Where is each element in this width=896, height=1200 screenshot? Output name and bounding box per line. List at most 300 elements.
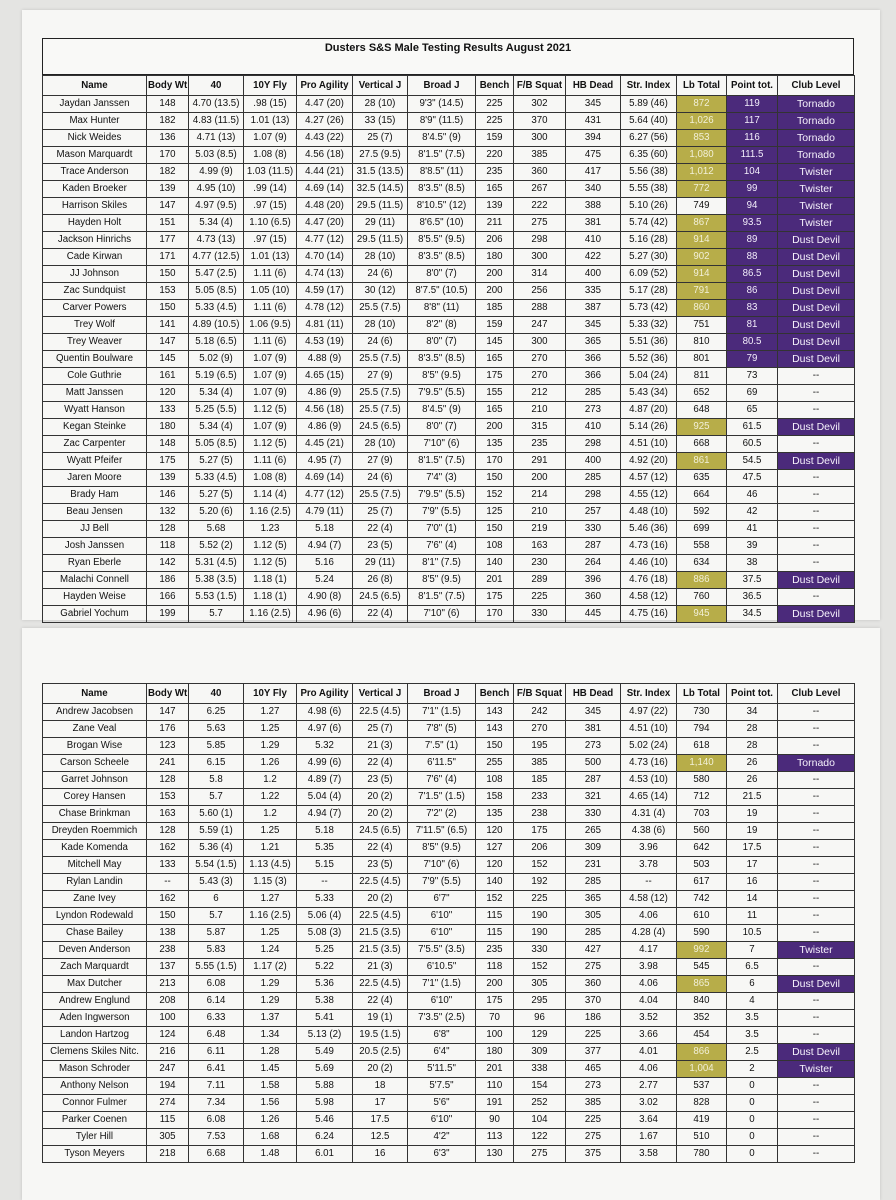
table-row (43, 385, 855, 402)
club-level-cell: Twister (778, 164, 855, 181)
club-level-cell: Dust Devil (778, 1044, 855, 1061)
deadlift-cell: 465 (566, 1061, 621, 1078)
vertical-jump-cell: 28 (10) (353, 317, 408, 334)
broad-jump-cell: 8'8.5" (11) (408, 164, 476, 181)
bench-cell: 200 (476, 283, 514, 300)
fly-time-cell: 1.29 (244, 738, 297, 755)
bench-cell: 118 (476, 959, 514, 976)
table-row (43, 351, 855, 368)
fly-time-cell: 1.15 (3) (244, 874, 297, 891)
body-weight-cell: 136 (147, 130, 189, 147)
vertical-jump-cell: 24 (6) (353, 470, 408, 487)
pro-agility-cell: 5.36 (297, 976, 353, 993)
fly-time-cell: 1.2 (244, 806, 297, 823)
vertical-jump-cell: 29 (11) (353, 215, 408, 232)
body-weight-cell: 199 (147, 606, 189, 623)
fly-time-cell: 1.21 (244, 840, 297, 857)
pro-agility-cell: 4.88 (9) (297, 351, 353, 368)
squat-cell: 270 (514, 721, 566, 738)
club-level-cell: -- (778, 704, 855, 721)
strength-index-cell: 3.66 (621, 1027, 677, 1044)
deadlift-cell: 370 (566, 993, 621, 1010)
table-row (43, 215, 855, 232)
club-level-cell: Dust Devil (778, 606, 855, 623)
bench-cell: 150 (476, 470, 514, 487)
pro-agility-cell: 4.70 (14) (297, 249, 353, 266)
deadlift-cell: 394 (566, 130, 621, 147)
strength-index-cell: 5.17 (28) (621, 283, 677, 300)
broad-jump-cell: 7'10" (6) (408, 606, 476, 623)
forty-time-cell: 5.34 (4) (189, 215, 244, 232)
table-row (43, 266, 855, 283)
column-header: Bench (476, 684, 514, 704)
strength-index-cell: 4.31 (4) (621, 806, 677, 823)
club-level-cell: -- (778, 1095, 855, 1112)
point-total-cell: 117 (727, 113, 778, 130)
fly-time-cell: 1.37 (244, 1010, 297, 1027)
pro-agility-cell: 5.08 (3) (297, 925, 353, 942)
deadlift-cell: 410 (566, 232, 621, 249)
deadlift-cell: 257 (566, 504, 621, 521)
fly-time-cell: 1.26 (244, 755, 297, 772)
table-row (43, 976, 855, 993)
broad-jump-cell: 6'3" (408, 1146, 476, 1163)
table-row (43, 283, 855, 300)
column-header: Name (43, 684, 147, 704)
squat-cell: 235 (514, 436, 566, 453)
lb-total-cell: 749 (677, 198, 727, 215)
vertical-jump-cell: 27.5 (9.5) (353, 147, 408, 164)
forty-time-cell: 6 (189, 891, 244, 908)
vertical-jump-cell: 20 (2) (353, 1061, 408, 1078)
column-header: 10Y Fly (244, 684, 297, 704)
bench-cell: 159 (476, 130, 514, 147)
vertical-jump-cell: 21 (3) (353, 959, 408, 976)
strength-index-cell: 6.35 (60) (621, 147, 677, 164)
athlete-name-cell: Beau Jensen (43, 504, 147, 521)
point-total-cell: 19 (727, 823, 778, 840)
bench-cell: 170 (476, 453, 514, 470)
body-weight-cell: 153 (147, 789, 189, 806)
pro-agility-cell: 4.98 (6) (297, 704, 353, 721)
fly-time-cell: 1.11 (6) (244, 300, 297, 317)
club-level-cell: -- (778, 1027, 855, 1044)
squat-cell: 267 (514, 181, 566, 198)
body-weight-cell: 241 (147, 755, 189, 772)
pro-agility-cell: 4.59 (17) (297, 283, 353, 300)
body-weight-cell: 238 (147, 942, 189, 959)
lb-total-cell: 558 (677, 538, 727, 555)
fly-time-cell: 1.22 (244, 789, 297, 806)
point-total-cell: 0 (727, 1129, 778, 1146)
squat-cell: 288 (514, 300, 566, 317)
squat-cell: 298 (514, 232, 566, 249)
table-row (43, 1061, 855, 1078)
point-total-cell: 0 (727, 1112, 778, 1129)
lb-total-cell: 742 (677, 891, 727, 908)
table-row (43, 840, 855, 857)
deadlift-cell: 345 (566, 96, 621, 113)
vertical-jump-cell: 17 (353, 1095, 408, 1112)
squat-cell: 190 (514, 908, 566, 925)
lb-total-cell: 925 (677, 419, 727, 436)
fly-time-cell: 1.05 (10) (244, 283, 297, 300)
squat-cell: 270 (514, 351, 566, 368)
athlete-name-cell: Brogan Wise (43, 738, 147, 755)
table-row (43, 130, 855, 147)
squat-cell: 291 (514, 453, 566, 470)
point-total-cell: 2.5 (727, 1044, 778, 1061)
athlete-name-cell: Jaydan Janssen (43, 96, 147, 113)
forty-time-cell: 5.34 (4) (189, 385, 244, 402)
lb-total-cell: 902 (677, 249, 727, 266)
body-weight-cell: 186 (147, 572, 189, 589)
vertical-jump-cell: 26 (8) (353, 572, 408, 589)
broad-jump-cell: 8'2" (8) (408, 317, 476, 334)
squat-cell: 238 (514, 806, 566, 823)
strength-index-cell: 4.57 (12) (621, 470, 677, 487)
deadlift-cell: 360 (566, 976, 621, 993)
vertical-jump-cell: 22 (4) (353, 606, 408, 623)
point-total-cell: 19 (727, 806, 778, 823)
forty-time-cell: 4.70 (13.5) (189, 96, 244, 113)
fly-time-cell: 1.34 (244, 1027, 297, 1044)
athlete-name-cell: Gabriel Yochum (43, 606, 147, 623)
forty-time-cell: 5.60 (1) (189, 806, 244, 823)
bench-cell: 113 (476, 1129, 514, 1146)
deadlift-cell: 417 (566, 164, 621, 181)
table-row (43, 504, 855, 521)
broad-jump-cell: 8'5" (9.5) (408, 572, 476, 589)
athlete-name-cell: Harrison Skiles (43, 198, 147, 215)
column-header: 10Y Fly (244, 76, 297, 96)
pro-agility-cell: 4.94 (7) (297, 806, 353, 823)
vertical-jump-cell: 16 (353, 1146, 408, 1163)
forty-time-cell: 5.33 (4.5) (189, 300, 244, 317)
squat-cell: 309 (514, 1044, 566, 1061)
table-row (43, 555, 855, 572)
squat-cell: 129 (514, 1027, 566, 1044)
table-row (43, 1027, 855, 1044)
club-level-cell: -- (778, 874, 855, 891)
point-total-cell: 4 (727, 993, 778, 1010)
lb-total-cell: 791 (677, 283, 727, 300)
broad-jump-cell: 8'6.5" (10) (408, 215, 476, 232)
vertical-jump-cell: 24.5 (6.5) (353, 589, 408, 606)
deadlift-cell: 345 (566, 704, 621, 721)
forty-time-cell: 5.27 (5) (189, 453, 244, 470)
bench-cell: 180 (476, 1044, 514, 1061)
table-row (43, 925, 855, 942)
bench-cell: 152 (476, 891, 514, 908)
fly-time-cell: 1.13 (4.5) (244, 857, 297, 874)
lb-total-cell: 352 (677, 1010, 727, 1027)
forty-time-cell: 4.71 (13) (189, 130, 244, 147)
point-total-cell: 2 (727, 1061, 778, 1078)
strength-index-cell: 4.65 (14) (621, 789, 677, 806)
athlete-name-cell: Cole Guthrie (43, 368, 147, 385)
pro-agility-cell: 5.24 (297, 572, 353, 589)
point-total-cell: 39 (727, 538, 778, 555)
lb-total-cell: 794 (677, 721, 727, 738)
deadlift-cell: 330 (566, 806, 621, 823)
point-total-cell: 47.5 (727, 470, 778, 487)
club-level-cell: -- (778, 789, 855, 806)
fly-time-cell: 1.68 (244, 1129, 297, 1146)
body-weight-cell: 128 (147, 521, 189, 538)
pro-agility-cell: 5.88 (297, 1078, 353, 1095)
bench-cell: 100 (476, 1027, 514, 1044)
column-header: Str. Index (621, 684, 677, 704)
broad-jump-cell: 6'8" (408, 1027, 476, 1044)
table-row (43, 908, 855, 925)
athlete-name-cell: Kegan Steinke (43, 419, 147, 436)
club-level-cell: Dust Devil (778, 453, 855, 470)
lb-total-cell: 652 (677, 385, 727, 402)
pro-agility-cell: 5.41 (297, 1010, 353, 1027)
forty-time-cell: 5.33 (4.5) (189, 470, 244, 487)
forty-time-cell: 5.54 (1.5) (189, 857, 244, 874)
broad-jump-cell: 7'1" (1.5) (408, 704, 476, 721)
pro-agility-cell: 5.38 (297, 993, 353, 1010)
club-level-cell: -- (778, 857, 855, 874)
fly-time-cell: 1.08 (8) (244, 147, 297, 164)
strength-index-cell: 5.46 (36) (621, 521, 677, 538)
lb-total-cell: 648 (677, 402, 727, 419)
table-row (43, 806, 855, 823)
lb-total-cell: 1,140 (677, 755, 727, 772)
athlete-name-cell: Zane Veal (43, 721, 147, 738)
athlete-name-cell: Quentin Boulware (43, 351, 147, 368)
point-total-cell: 38 (727, 555, 778, 572)
athlete-name-cell: Brady Ham (43, 487, 147, 504)
lb-total-cell: 642 (677, 840, 727, 857)
deadlift-cell: 231 (566, 857, 621, 874)
club-level-cell: Dust Devil (778, 300, 855, 317)
broad-jump-cell: 8'4.5" (9) (408, 402, 476, 419)
broad-jump-cell: 7'3.5" (2.5) (408, 1010, 476, 1027)
club-level-cell: Twister (778, 215, 855, 232)
strength-index-cell: 4.73 (16) (621, 755, 677, 772)
forty-time-cell: 4.99 (9) (189, 164, 244, 181)
strength-index-cell: 4.01 (621, 1044, 677, 1061)
body-weight-cell: 118 (147, 538, 189, 555)
lb-total-cell: 454 (677, 1027, 727, 1044)
club-level-cell: Tornado (778, 96, 855, 113)
point-total-cell: 42 (727, 504, 778, 521)
lb-total-cell: 840 (677, 993, 727, 1010)
club-level-cell: -- (778, 840, 855, 857)
point-total-cell: 3.5 (727, 1010, 778, 1027)
strength-index-cell: 4.46 (10) (621, 555, 677, 572)
point-total-cell: 111.5 (727, 147, 778, 164)
club-level-cell: -- (778, 738, 855, 755)
forty-time-cell: 7.53 (189, 1129, 244, 1146)
bench-cell: 158 (476, 789, 514, 806)
strength-index-cell: 4.58 (12) (621, 589, 677, 606)
body-weight-cell: 128 (147, 823, 189, 840)
vertical-jump-cell: 20 (2) (353, 806, 408, 823)
column-header: HB Dead (566, 76, 621, 96)
club-level-cell: -- (778, 925, 855, 942)
pro-agility-cell: 5.15 (297, 857, 353, 874)
squat-cell: 163 (514, 538, 566, 555)
vertical-jump-cell: 29 (11) (353, 555, 408, 572)
deadlift-cell: 475 (566, 147, 621, 164)
fly-time-cell: 1.01 (13) (244, 113, 297, 130)
broad-jump-cell: 6'10" (408, 908, 476, 925)
point-total-cell: 17.5 (727, 840, 778, 857)
deadlift-cell: 287 (566, 772, 621, 789)
squat-cell: 289 (514, 572, 566, 589)
bench-cell: 235 (476, 164, 514, 181)
pro-agility-cell: 4.74 (13) (297, 266, 353, 283)
pro-agility-cell: 5.32 (297, 738, 353, 755)
athlete-name-cell: Kaden Broeker (43, 181, 147, 198)
fly-time-cell: 1.25 (244, 925, 297, 942)
vertical-jump-cell: 28 (10) (353, 96, 408, 113)
bench-cell: 135 (476, 806, 514, 823)
bench-cell: 159 (476, 317, 514, 334)
fly-time-cell: 1.45 (244, 1061, 297, 1078)
body-weight-cell: 247 (147, 1061, 189, 1078)
forty-time-cell: 5.8 (189, 772, 244, 789)
body-weight-cell: 274 (147, 1095, 189, 1112)
broad-jump-cell: 7'0" (1) (408, 521, 476, 538)
vertical-jump-cell: 30 (12) (353, 283, 408, 300)
fly-time-cell: 1.29 (244, 993, 297, 1010)
forty-time-cell: 6.48 (189, 1027, 244, 1044)
broad-jump-cell: 7'9" (5.5) (408, 874, 476, 891)
vertical-jump-cell: 21.5 (3.5) (353, 942, 408, 959)
club-level-cell: -- (778, 368, 855, 385)
fly-time-cell: 1.25 (244, 823, 297, 840)
point-total-cell: 83 (727, 300, 778, 317)
pro-agility-cell: 4.77 (12) (297, 487, 353, 504)
point-total-cell: 3.5 (727, 1027, 778, 1044)
athlete-name-cell: Zac Sundquist (43, 283, 147, 300)
body-weight-cell: 182 (147, 113, 189, 130)
table-row (43, 772, 855, 789)
broad-jump-cell: 5'11.5" (408, 1061, 476, 1078)
broad-jump-cell: 8'10.5" (12) (408, 198, 476, 215)
forty-time-cell: 5.02 (9) (189, 351, 244, 368)
strength-index-cell: -- (621, 874, 677, 891)
vertical-jump-cell: 22 (4) (353, 993, 408, 1010)
club-level-cell: -- (778, 402, 855, 419)
table-row (43, 453, 855, 470)
point-total-cell: 116 (727, 130, 778, 147)
bench-cell: 255 (476, 755, 514, 772)
strength-index-cell: 4.75 (16) (621, 606, 677, 623)
bench-cell: 152 (476, 487, 514, 504)
deadlift-cell: 298 (566, 436, 621, 453)
squat-cell: 315 (514, 419, 566, 436)
strength-index-cell: 3.64 (621, 1112, 677, 1129)
deadlift-cell: 445 (566, 606, 621, 623)
squat-cell: 212 (514, 385, 566, 402)
lb-total-cell: 914 (677, 232, 727, 249)
forty-time-cell: 7.11 (189, 1078, 244, 1095)
strength-index-cell: 5.14 (26) (621, 419, 677, 436)
athlete-name-cell: Mitchell May (43, 857, 147, 874)
pro-agility-cell: 4.81 (11) (297, 317, 353, 334)
fly-time-cell: 1.27 (244, 704, 297, 721)
fly-time-cell: 1.07 (9) (244, 351, 297, 368)
body-weight-cell: 150 (147, 908, 189, 925)
club-level-cell: Tornado (778, 113, 855, 130)
bench-cell: 225 (476, 96, 514, 113)
point-total-cell: 79 (727, 351, 778, 368)
deadlift-cell: 340 (566, 181, 621, 198)
point-total-cell: 89 (727, 232, 778, 249)
table-row (43, 738, 855, 755)
deadlift-cell: 275 (566, 1129, 621, 1146)
column-header: Vertical J (353, 76, 408, 96)
strength-index-cell: 5.33 (32) (621, 317, 677, 334)
deadlift-cell: 385 (566, 1095, 621, 1112)
athlete-name-cell: JJ Bell (43, 521, 147, 538)
deadlift-cell: 265 (566, 823, 621, 840)
vertical-jump-cell: 23 (5) (353, 772, 408, 789)
deadlift-cell: 298 (566, 487, 621, 504)
column-header: HB Dead (566, 684, 621, 704)
club-level-cell: Tornado (778, 130, 855, 147)
vertical-jump-cell: 18 (353, 1078, 408, 1095)
pro-agility-cell: 6.01 (297, 1146, 353, 1163)
lb-total-cell: 992 (677, 942, 727, 959)
strength-index-cell: 4.73 (16) (621, 538, 677, 555)
broad-jump-cell: 7'4" (3) (408, 470, 476, 487)
deadlift-cell: 500 (566, 755, 621, 772)
broad-jump-cell: 7'9.5" (5.5) (408, 487, 476, 504)
table-row (43, 521, 855, 538)
bench-cell: 115 (476, 925, 514, 942)
fly-time-cell: 1.16 (2.5) (244, 606, 297, 623)
broad-jump-cell: 6'10.5" (408, 959, 476, 976)
fly-time-cell: 1.18 (1) (244, 572, 297, 589)
forty-time-cell: 5.7 (189, 908, 244, 925)
strength-index-cell: 2.77 (621, 1078, 677, 1095)
pro-agility-cell: 6.24 (297, 1129, 353, 1146)
body-weight-cell: 133 (147, 402, 189, 419)
athlete-name-cell: Landon Hartzog (43, 1027, 147, 1044)
squat-cell: 242 (514, 704, 566, 721)
forty-time-cell: 7.34 (189, 1095, 244, 1112)
bench-cell: 201 (476, 572, 514, 589)
bench-cell: 170 (476, 606, 514, 623)
column-header: Club Level (778, 684, 855, 704)
strength-index-cell: 5.56 (38) (621, 164, 677, 181)
lb-total-cell: 772 (677, 181, 727, 198)
club-level-cell: -- (778, 436, 855, 453)
vertical-jump-cell: 27 (9) (353, 368, 408, 385)
broad-jump-cell: 7'8" (5) (408, 721, 476, 738)
column-header: Point tot. (727, 76, 778, 96)
bench-cell: 140 (476, 555, 514, 572)
table-row (43, 402, 855, 419)
forty-time-cell: 6.41 (189, 1061, 244, 1078)
strength-index-cell: 4.97 (22) (621, 704, 677, 721)
club-level-cell: Dust Devil (778, 283, 855, 300)
pro-agility-cell: 5.18 (297, 823, 353, 840)
vertical-jump-cell: 24.5 (6.5) (353, 419, 408, 436)
forty-time-cell: 5.85 (189, 738, 244, 755)
club-level-cell: -- (778, 1112, 855, 1129)
pro-agility-cell: 5.98 (297, 1095, 353, 1112)
point-total-cell: 28 (727, 721, 778, 738)
squat-cell: 225 (514, 891, 566, 908)
